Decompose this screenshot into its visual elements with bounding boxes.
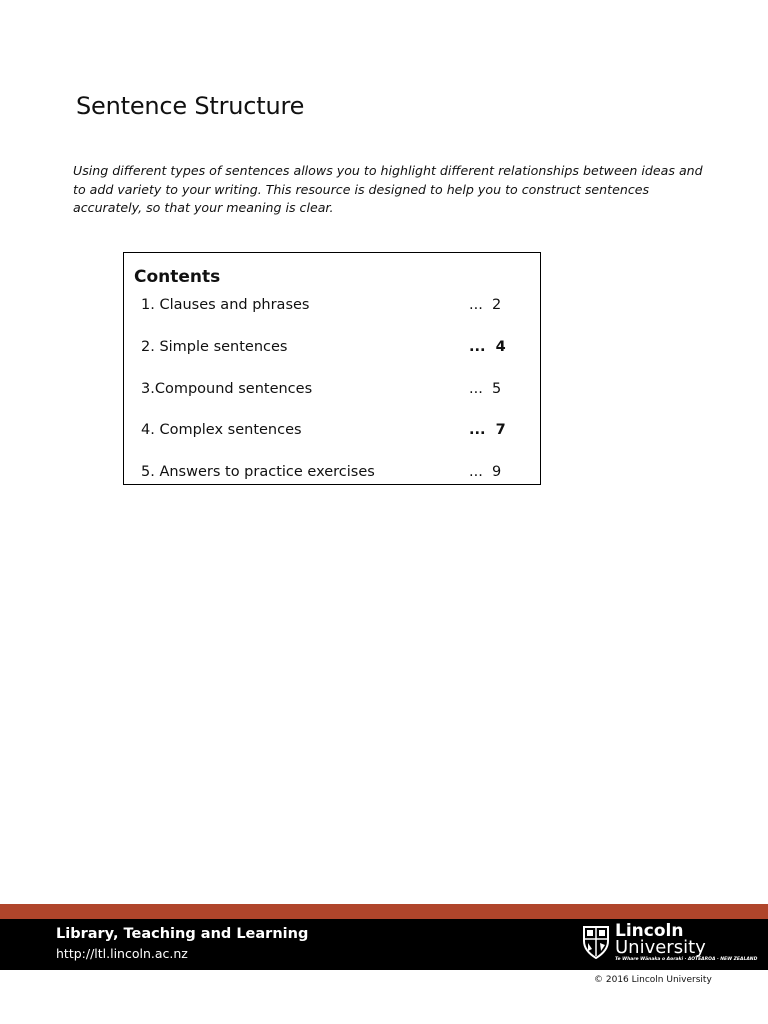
toc-item-compound-sentences[interactable] bbox=[141, 381, 503, 401]
toc-item-clauses-and-phrases[interactable] bbox=[141, 297, 503, 317]
footer-title: Library, Teaching and Learning bbox=[56, 926, 309, 942]
toc-item-simple-sentences[interactable] bbox=[141, 339, 506, 359]
toc-item-page: ... 5 bbox=[469, 381, 502, 397]
page-title: Sentence Structure bbox=[76, 92, 305, 120]
lincoln-university-logo bbox=[582, 921, 758, 965]
toc-item-page: ... 7 bbox=[469, 422, 506, 438]
toc-item-page: ... 4 bbox=[469, 339, 506, 355]
toc-item-page: ... 9 bbox=[469, 464, 502, 480]
intro-paragraph: Using different types of sentences allows you to highlight different relationships between ideas and to add variety to your writing. This resource is designed to help you to construct sentences accurately, so that your meaning is clear. bbox=[73, 163, 703, 215]
toc-item-page: ... 2 bbox=[469, 297, 502, 313]
toc-item-label: 3.Compound sentences bbox=[141, 381, 313, 397]
toc-item-label: 2. Simple sentences bbox=[141, 339, 288, 355]
logo-name-line2: University bbox=[615, 937, 706, 958]
footer-url-link[interactable]: http://ltl.lincoln.ac.nz bbox=[56, 946, 188, 961]
crest-icon bbox=[582, 925, 610, 959]
contents-heading: Contents bbox=[134, 267, 221, 287]
contents-box bbox=[123, 252, 541, 485]
toc-item-label: 4. Complex sentences bbox=[141, 422, 302, 438]
copyright-notice: © 2016 Lincoln University bbox=[594, 975, 712, 985]
footer-bar bbox=[0, 919, 768, 970]
toc-item-complex-sentences[interactable] bbox=[141, 422, 506, 442]
footer-accent-bar bbox=[0, 904, 768, 919]
toc-item-answers[interactable] bbox=[141, 464, 503, 484]
logo-tagline: Te Whare Wānaka o Aoraki · AOTEAROA · NEW ZEALAND bbox=[615, 957, 758, 962]
toc-item-label: 5. Answers to practice exercises bbox=[141, 464, 375, 480]
toc-item-label: 1. Clauses and phrases bbox=[141, 297, 310, 313]
logo-name-line1: Lincoln bbox=[615, 921, 684, 941]
